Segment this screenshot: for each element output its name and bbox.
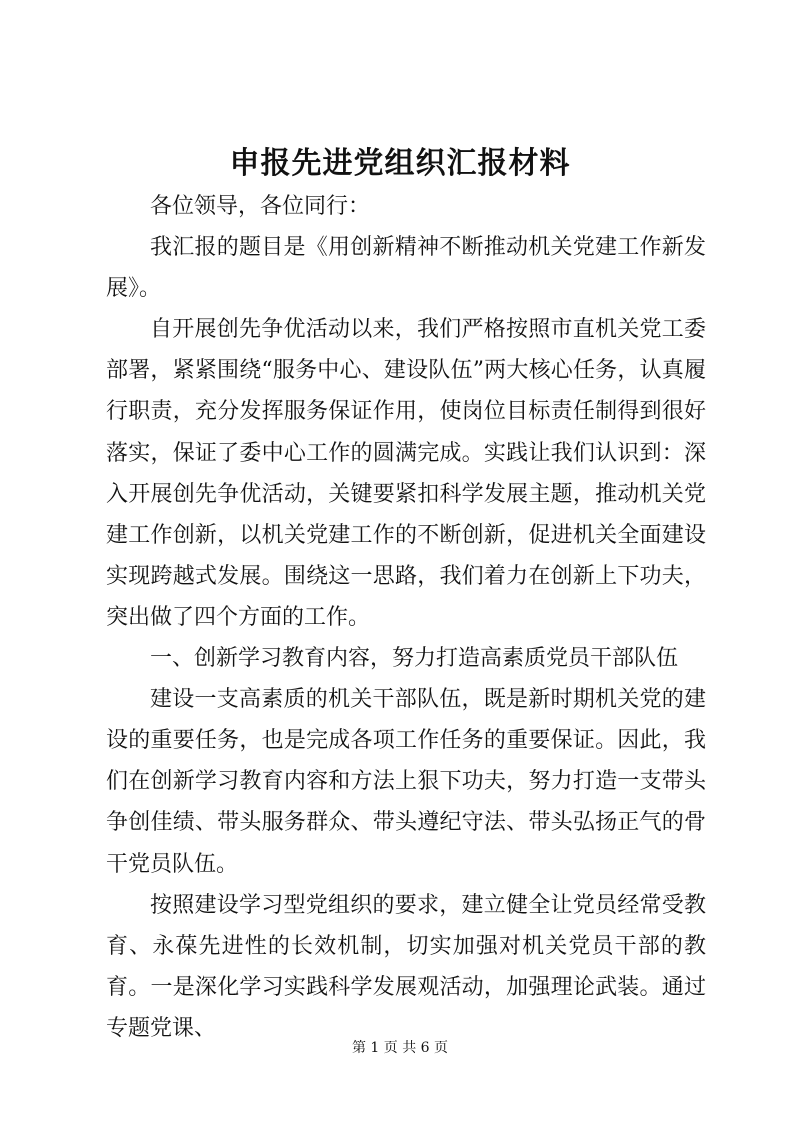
body-paragraph: 按照建设学习型党组织的要求，建立健全让党员经常受教育、永葆先进性的长效机制，切实加强对机关党员干部的教育。一是深化学习实践科学发展观活动，加强理论武装。通过专题党课、	[106, 892, 706, 1041]
section-heading: 一、创新学习教育内容，努力打造高素质党员干部队伍	[150, 646, 679, 672]
topic-paragraph: 我汇报的题目是《用创新精神不断推动机关党建工作新发展》。	[106, 235, 706, 302]
intro-paragraph: 自开展创先争优活动以来，我们严格按照市直机关党工委部署，紧紧围绕“服务中心、建设队伍”两大核心任务，认真履行职责，充分发挥服务保证作用，使岗位目标责任制得到很好落实，保证了委中心工作的圆满完成。实践让我们认识到：深入开展创先争优活动，关键要紧扣科学发展主题，推动机关党建工作创新，以机关党建工作的不断创新，促进机关全面建设实现跨越式发展。围绕这一思路，我们着力在创新上下功夫，突出做了四个方面的工作。	[106, 317, 706, 630]
page-footer: 第 1 页 共 6 页	[351, 1040, 449, 1056]
body-paragraph: 建设一支高素质的机关干部队伍，既是新时期机关党的建设的重要任务，也是完成各项工作任务的重要保证。因此，我们在创新学习教育内容和方法上狠下功夫，努力打造一支带头争创佳绩、带头服务群众、带头遵纪守法、带头弘扬正气的骨干党员队伍。	[106, 687, 706, 877]
salutation-paragraph: 各位领导，各位同行：	[150, 194, 371, 219]
document-title: 申报先进党组织汇报材料	[229, 146, 571, 181]
document-body	[106, 186, 706, 1049]
